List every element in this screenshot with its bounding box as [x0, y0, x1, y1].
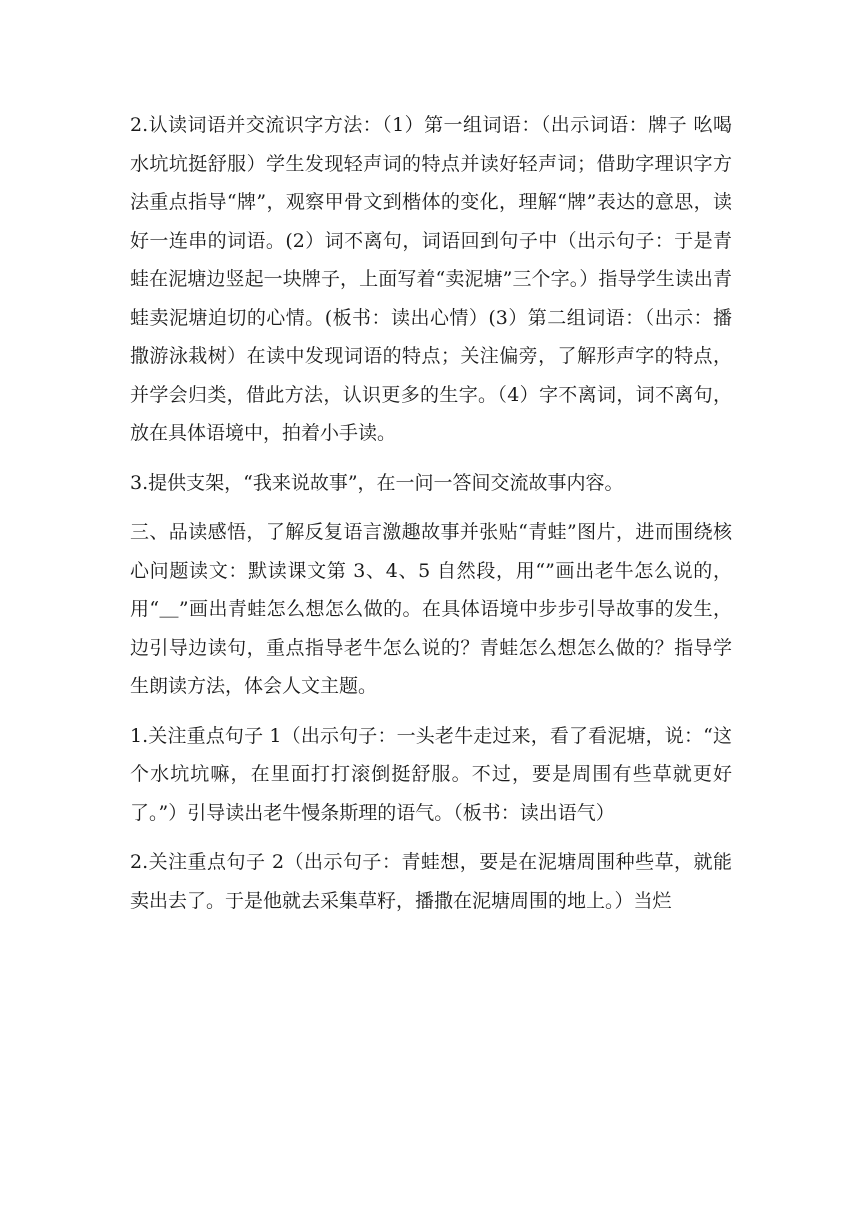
paragraph-key-sentence-2: 2.关注重点句子 2（出示句子：青蛙想，要是在泥塘周围种些草，就能卖出去了。于是他就去采集草籽，播撒在泥塘周围的地上。）当烂: [130, 851, 732, 912]
paragraph-key-sentence-1: 1.关注重点句子 1（出示句子：一头老牛走过来，看了看泥塘，说：“这个水坑坑嘛，在里面打打滚倒挺舒服。不过，要是周围有些草就更好了。”）引导读出老牛慢条斯理的语气。（板书：读出语气）: [130, 724, 732, 824]
paragraph-story-support: 3.提供支架，“我来说故事”，在一问一答间交流故事内容。: [130, 471, 624, 494]
document-body: [130, 106, 732, 931]
paragraph-word-reading: 2.认读词语并交流识字方法：（1）第一组词语：（出示词语：牌子 吆喝水坑坑挺舒服）学生发现轻声词的特点并读好轻声词；借助字理识字方法重点指导“牌”，观察甲骨文到楷体的变化，理解“牌”表达的意思，读好一连串的词语。(2）词不离句，词语回到句子中（出示句子：于是青蛙在泥塘边竖起一块牌子，上面写着“卖泥塘”三个字。）指导学生读出青蛙卖泥塘迫切的心情。(板书：读出心情）(3）第二组词语：（出示：播撒游泳栽树）在读中发现词语的特点；关注偏旁，了解形声字的特点，并学会归类，借此方法，认识更多的生字。（4）字不离词，词不离句，放在具体语境中，拍着小手读。: [130, 114, 732, 444]
paragraph-section-three: 三、品读感悟，了解反复语言激趣故事并张贴“青蛙”图片，进而围绕核心问题读文：默读课文第 3、4、5 自然段，用“”画出老牛怎么说的，用“＿”画出青蛙怎么想怎么做的。在具体语境中步步引导故事的发生，边引导边读句，重点指导老牛怎么说的？青蛙怎么想怎么做的？指导学生朗读方法，体会人文主题。: [130, 521, 732, 697]
